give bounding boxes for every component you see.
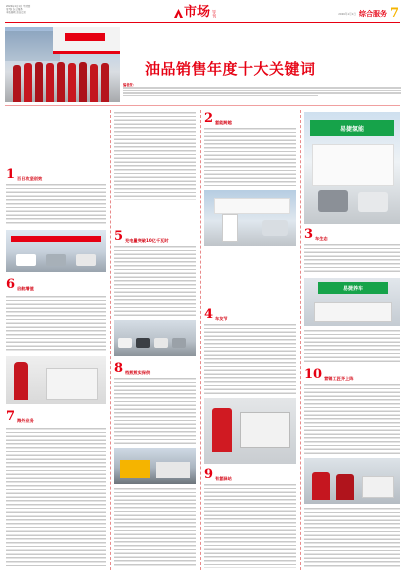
section-photo [114,320,196,356]
section-photo [304,458,400,504]
section-2-text [204,128,296,186]
section-title: 有氢驿站 [215,476,232,481]
section-4-text [204,324,296,394]
section-number: 2 [204,111,214,126]
section-9 [204,468,296,481]
section-title: 车友节 [215,316,228,321]
section-title: 启航增值 [17,286,34,291]
page-number: 7 [389,6,399,21]
masthead-info [6,5,66,14]
masthead-info-line: 2026年1月1日 星期四 [6,5,31,8]
section-3 [304,228,400,241]
column-divider [200,110,201,570]
section-9-text [204,484,296,568]
section-title: 档煎煎实保供 [125,370,151,375]
section-10 [304,368,400,381]
section-photo [114,448,196,484]
section-title: 氢能跨越 [215,120,232,125]
page-title: 油品销售年度十大关键词 [145,60,316,78]
section-number: 5 [114,229,124,244]
column-divider [300,110,301,570]
section-title: 营销工匠齐上阵 [324,376,354,381]
section-3-text [304,244,400,274]
section-7 [6,410,106,423]
section-title: 百日攻坚创效 [17,176,43,181]
section-6-text [6,296,106,352]
section-3-text-2 [304,330,400,364]
section-10-text-2 [304,508,400,568]
section-number: 8 [114,361,124,376]
hero-rule [5,105,400,106]
page-label: 综合服务 [358,9,387,18]
section-number: 1 [6,167,16,182]
section-10-text [304,384,400,454]
masthead-right [338,7,399,20]
section-2 [204,112,296,125]
section-name: 市场 [184,5,211,20]
store-sign: 易捷养车 [318,282,388,294]
section-number: 3 [304,227,314,242]
section-1-text [6,184,106,226]
section-8-text [114,378,196,444]
section-number: 9 [204,467,214,482]
section-4 [204,308,296,321]
section-photo [304,112,400,224]
section-6 [6,278,106,291]
editor-note-label: 编者按： [123,83,136,87]
section-title: 车生态 [315,236,328,241]
section-photo [204,398,296,464]
masthead-logo [174,4,217,20]
column-divider [110,110,111,570]
section-number: 10 [304,367,323,382]
section-number: 7 [6,409,16,424]
masthead-date: 2026年1月1日 [338,12,356,16]
section-8 [114,362,214,375]
editor-note-text [123,86,401,102]
store-sign: 易捷氢能 [310,120,394,136]
section-1 [6,168,106,181]
section-number: 6 [6,277,16,292]
section-number: 4 [204,307,214,322]
hero-photo [5,27,120,102]
masthead-info-line: 第7版 综合服务 [6,8,23,11]
section-title: 海外业务 [17,418,34,423]
section-photo [6,230,106,272]
section-5-text [114,246,196,316]
section-7-text [6,428,106,568]
section-photo [304,278,400,326]
section-photo [6,356,106,404]
red-triangle-icon [174,9,183,18]
section-8-text-2 [114,488,196,568]
section-2-col2-text [114,112,196,200]
section-photo [204,190,296,246]
section-title: 充电量突破10亿千瓦时 [125,238,169,243]
masthead-info-line: 本版编辑 油品资讯 [6,11,26,14]
masthead-rule [5,22,400,23]
section-tag: 导刊 [212,10,218,18]
